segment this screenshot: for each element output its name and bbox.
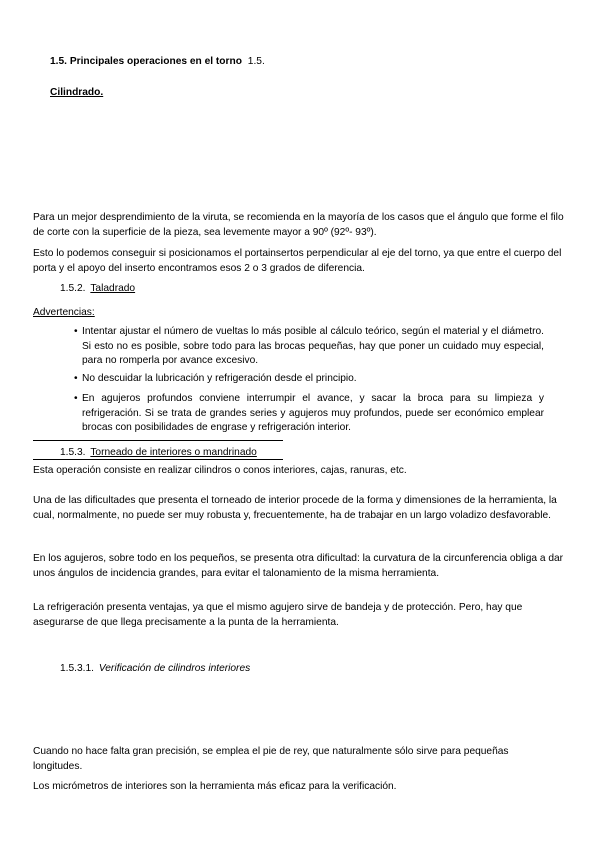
- bullet-icon: •: [74, 373, 78, 384]
- subsection-number: 1.5.2.: [60, 283, 86, 294]
- subsection-number: 1.5.3.1.: [60, 663, 94, 674]
- warnings-label: Advertencias:: [33, 307, 95, 318]
- section-heading-title: 1.5. Principales operaciones en el torno: [50, 56, 242, 67]
- paragraph-pie-de-rey: Cuando no hace falta gran precisión, se emplea el pie de rey, que naturalmente sólo sirve para pequeñas longitudes.: [33, 746, 509, 772]
- subsection-number: 1.5.3.: [60, 447, 86, 458]
- subsection-title: Verificación de cilindros interiores: [98, 663, 251, 674]
- bullet-icon: •: [74, 326, 78, 337]
- paragraph-viruta: Para un mejor desprendimiento de la viruta, se recomienda en la mayoría de los casos que el ángulo que forme el filo de corte con la superficie de la pieza, sea levemente mayor a 90º (92º- 93º).: [33, 212, 564, 238]
- paragraph-refrigeracion: La refrigeración presenta ventajas, ya que el mismo agujero sirve de bandeja y de protección. Pero, hay que asegurarse de que llega precisamente a la punta de la herramienta.: [33, 602, 523, 628]
- list-item: [74, 372, 544, 387]
- subsection-heading-taladrado: [60, 282, 135, 296]
- paragraph-dificultades: Una de las dificultades que presenta el torneado de interior procede de la forma y dimensiones de la herramienta, la cual, normalmente, no puede ser muy robusta y, frecuentemente, ha de trabajar en un largo voladizo desfavorable.: [33, 495, 557, 521]
- bullet-icon: •: [74, 393, 78, 404]
- list-item: [74, 392, 544, 436]
- subsection-title: Torneado de interiores o mandrinado: [90, 447, 257, 458]
- section-heading-suffix: 1.5.: [247, 56, 265, 67]
- list-item-text: En agujeros profundos conviene interrumpir el avance, y sacar la broca para su limpieza y refrigeración. Si se trata de grandes series y agujeros muy profundos, puede ser económico emplear brocas con posibilidades de engrase y refrigeración interior.: [82, 393, 544, 433]
- paragraph-operacion: Esta operación consiste en realizar cilindros o conos interiores, cajas, ranuras, etc.: [33, 465, 407, 476]
- list-item-text: No descuidar la lubricación y refrigeración desde el principio.: [82, 373, 357, 384]
- list-item: [74, 325, 544, 369]
- section-divider: [33, 440, 283, 441]
- paragraph-micrometros: Los micrómetros de interiores son la herramienta más eficaz para la verificación.: [33, 781, 397, 792]
- paragraph-agujeros: En los agujeros, sobre todo en los pequeños, se presenta otra dificultad: la curvatura de la circunferencia obliga a dar unos ángulos de incidencia grandes, para evitar el talonamiento de la misma herramienta.: [33, 553, 564, 579]
- section-divider: [33, 459, 283, 460]
- subsection-title-cilindrado: Cilindrado.: [50, 87, 104, 98]
- paragraph-portainsertos: Esto lo podemos conseguir si posicionamos el portainsertos perpendicular al eje del torno, ya que entre el cuerpo del porta y el apoyo del inserto encontramos esos 2 o 3 grados de diferencia.: [33, 248, 562, 274]
- subsection-title: Taladrado: [90, 283, 136, 294]
- subsection-heading-verificacion: [60, 662, 250, 676]
- subsection-heading-torneado: [60, 446, 257, 460]
- list-item-text: Intentar ajustar el número de vueltas lo más posible al cálculo teórico, según el material y el diámetro. Si esto no es posible, sobre todo para las brocas pequeñas, hay que poner un cuidado muy especial, para no romperla por avance excesivo.: [82, 326, 544, 366]
- section-heading: [50, 55, 265, 69]
